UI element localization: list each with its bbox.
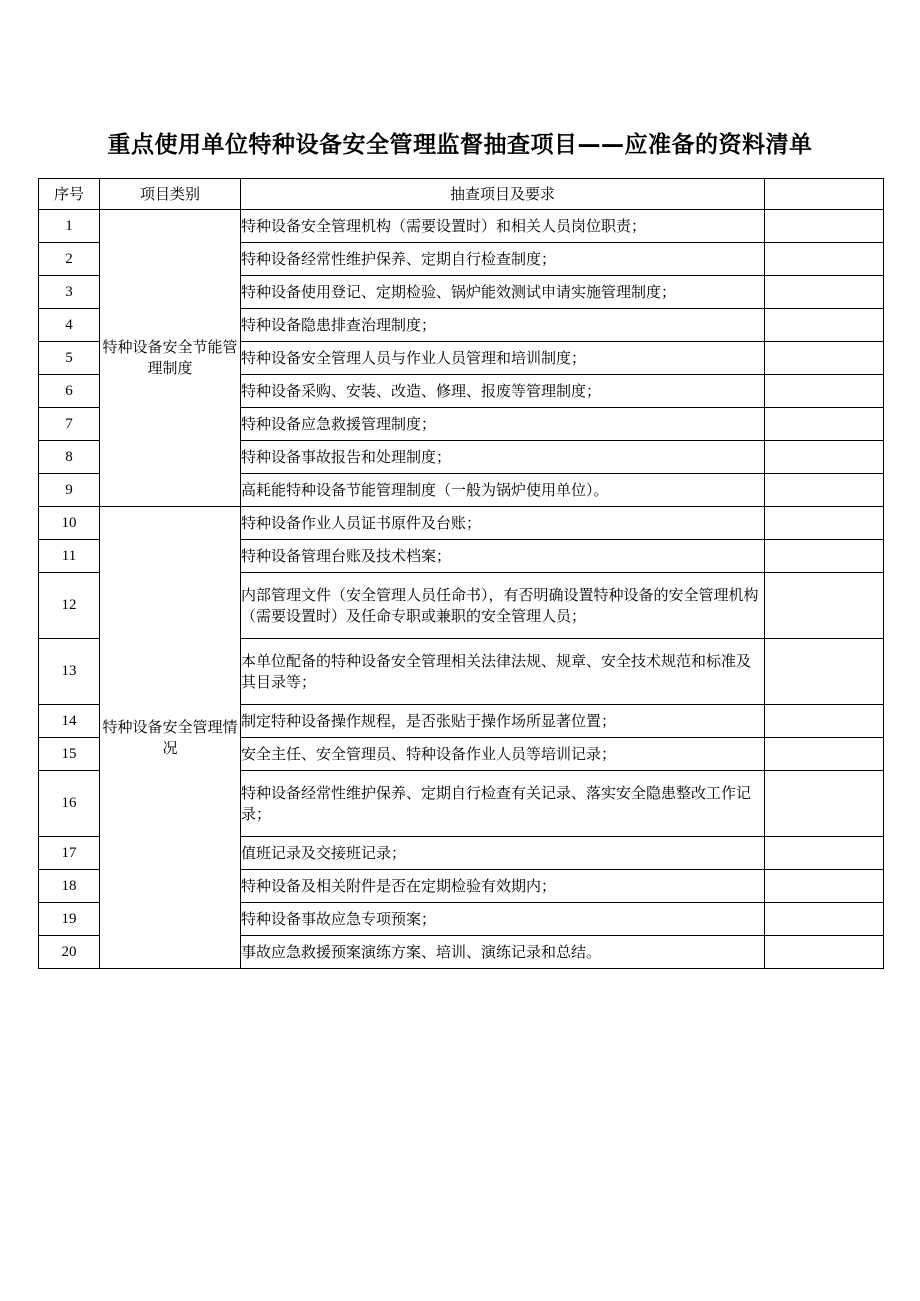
requirement-cell: 安全主任、安全管理员、特种设备作业人员等培训记录； [241,738,765,771]
requirement-cell: 本单位配备的特种设备安全管理相关法律法规、规章、安全技术规范和标准及其目录等； [241,639,765,705]
requirement-cell: 特种设备作业人员证书原件及台账； [241,507,765,540]
requirement-cell: 特种设备经常性维护保养、定期自行检查有关记录、落实安全隐患整改工作记录； [241,771,765,837]
page-title: 重点使用单位特种设备安全管理监督抽查项目——应准备的资料清单 [107,132,813,158]
table-row [39,507,884,540]
row-number: 3 [39,276,100,309]
row-number: 16 [39,771,100,837]
blank-cell [765,837,884,870]
header-requirement: 抽查项目及要求 [241,179,765,210]
row-number: 10 [39,507,100,540]
blank-cell [765,276,884,309]
requirement-cell: 特种设备安全管理人员与作业人员管理和培训制度； [241,342,765,375]
blank-cell [765,540,884,573]
requirement-cell: 特种设备安全管理机构（需要设置时）和相关人员岗位职责； [241,210,765,243]
blank-cell [765,408,884,441]
requirement-cell: 特种设备经常性维护保养、定期自行检查制度； [241,243,765,276]
row-number: 13 [39,639,100,705]
row-number: 12 [39,573,100,639]
checklist-table [38,178,884,969]
blank-cell [765,342,884,375]
requirement-cell: 特种设备采购、安装、改造、修理、报废等管理制度； [241,375,765,408]
row-number: 6 [39,375,100,408]
row-number: 9 [39,474,100,507]
blank-cell [765,573,884,639]
blank-cell [765,705,884,738]
header-extra [765,179,884,210]
blank-cell [765,738,884,771]
requirement-cell: 特种设备管理台账及技术档案； [241,540,765,573]
blank-cell [765,309,884,342]
blank-cell [765,441,884,474]
category-cell: 特种设备安全节能管理制度 [100,210,241,507]
row-number: 2 [39,243,100,276]
blank-cell [765,936,884,969]
requirement-cell: 特种设备应急救援管理制度； [241,408,765,441]
requirement-cell: 特种设备隐患排查治理制度； [241,309,765,342]
blank-cell [765,474,884,507]
row-number: 5 [39,342,100,375]
row-number: 15 [39,738,100,771]
requirement-cell: 内部管理文件（安全管理人员任命书），有否明确设置特种设备的安全管理机构（需要设置时）及任命专职或兼职的安全管理人员； [241,573,765,639]
blank-cell [765,243,884,276]
requirement-cell: 高耗能特种设备节能管理制度（一般为锅炉使用单位）。 [241,474,765,507]
row-number: 11 [39,540,100,573]
blank-cell [765,507,884,540]
row-number: 18 [39,870,100,903]
requirement-cell: 值班记录及交接班记录； [241,837,765,870]
header-no: 序号 [39,179,100,210]
blank-cell [765,903,884,936]
header-row [39,179,884,210]
header-category: 项目类别 [100,179,241,210]
row-number: 14 [39,705,100,738]
table-row [39,210,884,243]
blank-cell [765,639,884,705]
row-number: 4 [39,309,100,342]
blank-cell [765,210,884,243]
row-number: 1 [39,210,100,243]
requirement-cell: 特种设备及相关附件是否在定期检验有效期内； [241,870,765,903]
requirement-cell: 事故应急救援预案演练方案、培训、演练记录和总结。 [241,936,765,969]
category-cell: 特种设备安全管理情况 [100,507,241,969]
row-number: 20 [39,936,100,969]
row-number: 8 [39,441,100,474]
row-number: 7 [39,408,100,441]
requirement-cell: 特种设备使用登记、定期检验、锅炉能效测试申请实施管理制度； [241,276,765,309]
row-number: 19 [39,903,100,936]
blank-cell [765,870,884,903]
requirement-cell: 特种设备事故报告和处理制度； [241,441,765,474]
row-number: 17 [39,837,100,870]
blank-cell [765,375,884,408]
requirement-cell: 特种设备事故应急专项预案； [241,903,765,936]
requirement-cell: 制定特种设备操作规程，是否张贴于操作场所显著位置； [241,705,765,738]
blank-cell [765,771,884,837]
